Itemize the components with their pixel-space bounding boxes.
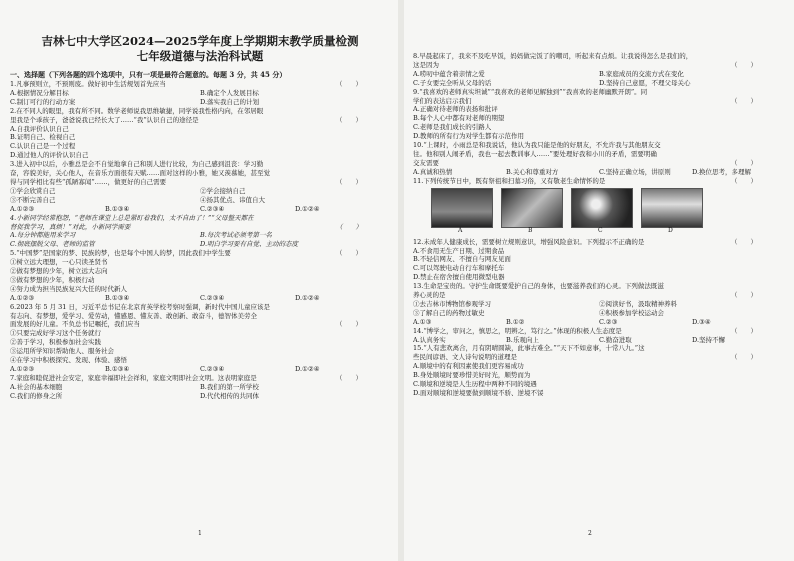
question-stem-line (413, 327, 785, 336)
question (10, 107, 390, 160)
option-row (10, 240, 390, 249)
answer-bracket: （ ） (731, 291, 757, 300)
question-stem-text: 督促我学习，真烦！”对此，小新同学需要 (10, 222, 131, 231)
answer-choice: C.②③④ (200, 365, 225, 373)
option: ②学会接纳自己 (200, 186, 246, 195)
option: B.乐观向上 (506, 335, 539, 344)
page-number-left: 1 (198, 530, 202, 537)
answer-choice: B.①③④ (105, 293, 130, 302)
option-row (10, 89, 390, 98)
option: A.唠叨中蕴含着亲情之爱 (413, 69, 485, 78)
option: ①学会欣赏自己 (10, 186, 56, 195)
question (10, 80, 390, 107)
answer-bracket: （ ） (336, 320, 362, 329)
answer-choice: C.②③ (599, 317, 618, 326)
answer-bracket: （ ） (336, 80, 362, 88)
image-label: A (458, 226, 463, 234)
question-stem-line (10, 223, 390, 232)
question-stem-line: 13.生命是宝贵的。守护生命既要爱护自己的身体，也要滋养我们的心灵。下列做法既滋 (413, 282, 664, 291)
question-stem-text: 学们的表达启示我们 (413, 96, 472, 105)
answer-choice: A.①②③ (10, 293, 35, 302)
answer-bracket: （ ） (336, 222, 362, 231)
festival-image-a (431, 188, 493, 234)
option: D.代代相传的共同体 (200, 391, 260, 400)
left-page (10, 0, 390, 561)
question-stem-line: 15.“人有悲欢离合，月有阴晴圆缺，此事古难全。”“天下不如意事，十常八九。”这 (413, 344, 645, 353)
question-stem-line (413, 238, 785, 247)
image-label: D (668, 226, 673, 234)
option: ①树立远大理想，一心只读圣贤书 (10, 258, 108, 267)
question-stem-text: 面发展的好儿童。不负总书记嘱托，我们应当 (10, 320, 140, 329)
question-stem-line (10, 80, 390, 89)
answer-choice: A.①③ (413, 317, 432, 326)
question-stem-line: 6.2023 年 5 月 31 日，习近平总书记在北京育英学校考察时强调，新时代中国儿童应该是 (10, 302, 270, 311)
option: C.彻底摆脱父母、老师的监管 (10, 240, 95, 249)
option: C.坚持正确立场，讲原则 (599, 167, 671, 176)
answer-choice-row (413, 318, 785, 327)
answer-bracket: （ ） (731, 60, 757, 69)
exam-subtitle: 七年级道德与法治科试题 (136, 49, 264, 63)
answer-choice: C.②③④ (200, 293, 225, 302)
option: A.顺境中的有利因素使我们更容易成功 (413, 362, 524, 371)
option: D.通过他人的评价认识自己 (10, 151, 89, 160)
question-stem-text: 14.“博学之，审问之，慎思之，明辨之，笃行之。”体现的积极人生态度是 (413, 326, 622, 335)
question (10, 160, 390, 213)
question (10, 303, 390, 374)
option: D.换位思考，多理解 (692, 167, 752, 176)
option-row (413, 300, 785, 309)
option-row (10, 196, 390, 205)
answer-bracket: （ ） (336, 373, 362, 382)
option-row (413, 309, 785, 318)
option: B.每次考试必须考第一名 (200, 231, 272, 240)
answer-choice: B.①③④ (105, 365, 130, 373)
option: C.可以驾驶电动自行车和摩托车 (413, 264, 505, 273)
question-stem-text: 7.家庭和睦促进社会安定，家庭幸福即社会祥和，家庭文明即社会文明。这表明家庭是 (10, 373, 257, 382)
option: C.勤奋进取 (599, 335, 632, 344)
option: ③运用所学知识帮助他人、服务社会 (10, 347, 114, 356)
question-stem-line: 3.进入初中以后，小雅总是会不自觉地拿自己和别人进行比较，为自己感到沮丧：学习勤 (10, 160, 264, 169)
question-stem-line (413, 353, 785, 362)
question-stem-line (10, 116, 390, 125)
answer-choice: D.③④ (692, 317, 711, 326)
question (10, 249, 390, 302)
option: A.不食用无生产日期、过期食品 (413, 246, 505, 255)
question-stem-line (413, 177, 785, 186)
question-stem-line: 2.在不同人的眼里，我有所不同。数学老师说我思维敏捷，同学说我性格内向，在邻居眼 (10, 106, 264, 115)
question-stem-text: 交友需要 (413, 158, 439, 167)
answer-bracket: （ ） (731, 96, 757, 105)
option: C.我们的修身之所 (10, 391, 63, 400)
option: B.证明自己、检视自己 (10, 133, 76, 142)
question (413, 282, 785, 327)
answer-choice: B.①③④ (105, 204, 130, 213)
answer-bracket: （ ） (336, 115, 362, 124)
option: D.教师的所有行为对学生都有示范作用 (413, 132, 525, 141)
question-stem-text: 得与同学相比有些“孤陋寡闻”……，做更好的自己需要 (10, 177, 167, 186)
page-number-right: 2 (588, 530, 592, 537)
exam-title: 吉林七中大学区2024—2025学年度上学期期末教学质量检测 (41, 34, 359, 48)
question-stem-line: 有志向、有梦想，爱学习、爱劳动，懂感恩、懂友善、敢创新、敢奋斗，德智体美劳全 (10, 311, 257, 320)
option-row (10, 392, 390, 401)
question (413, 177, 785, 238)
image-label: B (528, 226, 533, 234)
question-stem-text: 5.“中国梦”是国家的梦、民族的梦，也是每个中国人的梦，因此我们中学生要 (10, 249, 231, 258)
question-list-left (10, 80, 390, 401)
option: A.真诚和热情 (413, 167, 453, 176)
question (413, 238, 785, 283)
question-stem-line (10, 374, 390, 383)
answer-choice: D.①②④ (295, 365, 320, 373)
option-row (10, 231, 390, 240)
question-stem-text: 11.下列传统节日中，既有祭祖和扫墓习俗，又有敬老生命情怀的是 (413, 176, 606, 185)
answer-bracket: （ ） (731, 237, 757, 246)
option: D.坚持不懈 (692, 335, 726, 344)
question-stem-text: 里我是个乖孩子，爸爸说我已经长大了……“我”认识自己的途径是 (10, 115, 199, 124)
answer-bracket: （ ） (731, 158, 757, 167)
question-stem-line (413, 61, 785, 70)
question (413, 344, 785, 397)
question (10, 214, 390, 250)
option: B.家庭成员的交流方式在变化 (599, 69, 684, 78)
option: ②做有梦想的少年，树立远大志向 (10, 267, 108, 276)
option: B.关心和尊重对方 (506, 167, 559, 176)
option: ②阅读好书，汲取精神养料 (599, 299, 677, 308)
question (413, 327, 785, 345)
answer-choice: A.①②③ (10, 204, 35, 213)
answer-choice-row (10, 365, 390, 374)
question-stem-line: 9.“我喜欢的老师真实坦诚”“我喜欢的老师见解独到”“我喜欢的老师幽默开朗”。同 (413, 87, 648, 96)
answer-bracket: （ ） (336, 177, 362, 186)
section-heading: 一、选择题（下列各题的四个选项中，只有一项是最符合题意的。每题 3 分，共 45 分） (10, 70, 287, 79)
question (413, 141, 785, 177)
question-stem-line (413, 291, 785, 300)
question-stem-text: 些民间谚语、文人诗句说明的道理是 (413, 353, 517, 362)
answer-choice-row (10, 294, 390, 303)
image-label: C (598, 226, 603, 234)
right-page (413, 0, 785, 561)
option-row (10, 187, 390, 196)
option: D.坚持自己意愿，不理父母关心 (599, 78, 691, 87)
option: A.每分钟都能用来学习 (10, 231, 76, 240)
option: D.面对顺境和逆境要做到顺境不骄、逆境不馁 (413, 389, 544, 397)
option: ④在学习中积极探究、发现、体验、感悟 (10, 356, 127, 365)
question-stem-text: 养心灵的是 (413, 291, 446, 300)
option: D.禁止在宿舍擅自使用微型电器 (413, 273, 505, 282)
question-stem-line: 往。他和别人闹矛盾，我也一起去教训事人……”要处理好我和小川的矛盾，需要明确 (413, 149, 657, 158)
question-stem-line: 10.“上课时，小雨总是和我说话，他认为我只能是他的好朋友，不允许我与其他朋友交 (413, 141, 661, 150)
option: ④积极参加学校运动会 (599, 308, 664, 317)
option: C.制订可行的行动方案 (10, 97, 76, 106)
option: A.根据情况分解目标 (10, 88, 69, 97)
option: ③了解自己的药物过敏史 (413, 308, 485, 317)
option: A.社会的基本细胞 (10, 382, 63, 391)
option: ③做有梦想的少年，积极行动 (10, 275, 95, 284)
option-row (413, 70, 785, 79)
option-row (413, 168, 785, 177)
answer-choice: B.①② (506, 317, 525, 326)
option: D.明白学习要有自觉、主动的态度 (200, 240, 299, 249)
option: A.正确对待老师的表扬和批评 (413, 105, 498, 114)
answer-bracket: （ ） (336, 249, 362, 258)
answer-choice-row (10, 205, 390, 214)
option: B.每个人心中都有对老师的期望 (413, 114, 505, 123)
answer-bracket: （ ） (731, 176, 757, 185)
option: B.不轻信网友、不擅自与网友见面 (413, 255, 511, 264)
option: ④努力成为担当民族复兴大任的时代新人 (10, 284, 127, 293)
question (10, 374, 390, 401)
option: ①去吉林市博物馆参观学习 (413, 299, 491, 308)
question-stem-line (10, 249, 390, 258)
answer-choice: C.②③④ (200, 204, 225, 213)
question-stem-line (413, 159, 785, 168)
festival-image-c (571, 188, 633, 234)
question-stem-text: 12.未成年人健康成长，需要树立规则意识，增强风险意识。下列提示不正确的是 (413, 237, 645, 246)
option: D.落实我自己的计划 (200, 97, 260, 106)
page-fold (398, 0, 404, 561)
option: B.身处顺境时要珍惜美好时光，顺势而为 (413, 371, 531, 380)
answer-choice: A.①②③ (10, 365, 35, 373)
option: C.老师是我们成长的引路人 (413, 123, 492, 132)
option-row (10, 383, 390, 392)
question-list-right (413, 52, 785, 398)
question-stem-text: 这是因为 (413, 60, 439, 69)
option: ②善于学习，积极参加社会实践 (10, 338, 101, 347)
question-stem-line: 8.早晨起床了，我来不及吃早饭，妈妈做完饭了的嘲司，听起来有点烦。让我说得怎么是我们的， (413, 52, 693, 60)
question-stem-text: 1.凡事预则立，不预则废。做好初中生活规划首先应当 (10, 80, 166, 88)
question (413, 52, 785, 88)
festival-image-d (641, 188, 703, 234)
option: A.自我评价认识自己 (10, 124, 69, 133)
option: A.认真务实 (413, 335, 446, 344)
option: B.我们的第一所学校 (200, 382, 259, 391)
festival-image-row (431, 188, 785, 234)
question-stem-line: 4.小新同学经常抱怨，“老师在课堂上总是紧盯着我们，太不自由了！”“父母整天都在 (10, 213, 254, 222)
option-row (10, 98, 390, 107)
answer-bracket: （ ） (731, 353, 757, 362)
festival-image-b (501, 188, 563, 234)
answer-bracket: （ ） (731, 326, 757, 335)
answer-choice: D.①②④ (295, 293, 320, 302)
option: C.顺境和逆境是人生历程中两种不同的境遇 (413, 380, 537, 389)
option: C.认识自己是一个过程 (10, 142, 76, 151)
question-stem-line: 奋，容貌美好，关心他人，在音乐方面很有天赋……面对这样的小雅，她又羡慕她，甚至觉 (10, 169, 270, 178)
question (413, 88, 785, 141)
question-stem-line (10, 178, 390, 187)
option-row (413, 79, 785, 88)
answer-choice: D.①②④ (295, 204, 320, 213)
option: ④扬其优点、讳值自大 (200, 195, 265, 204)
option: C.子女要完全听从父母的话 (413, 78, 492, 87)
option: ③不断完善自己 (10, 195, 56, 204)
option: ①只要完成好学习这个任务就行 (10, 329, 101, 338)
option: B.确定个人发展目标 (200, 88, 259, 97)
